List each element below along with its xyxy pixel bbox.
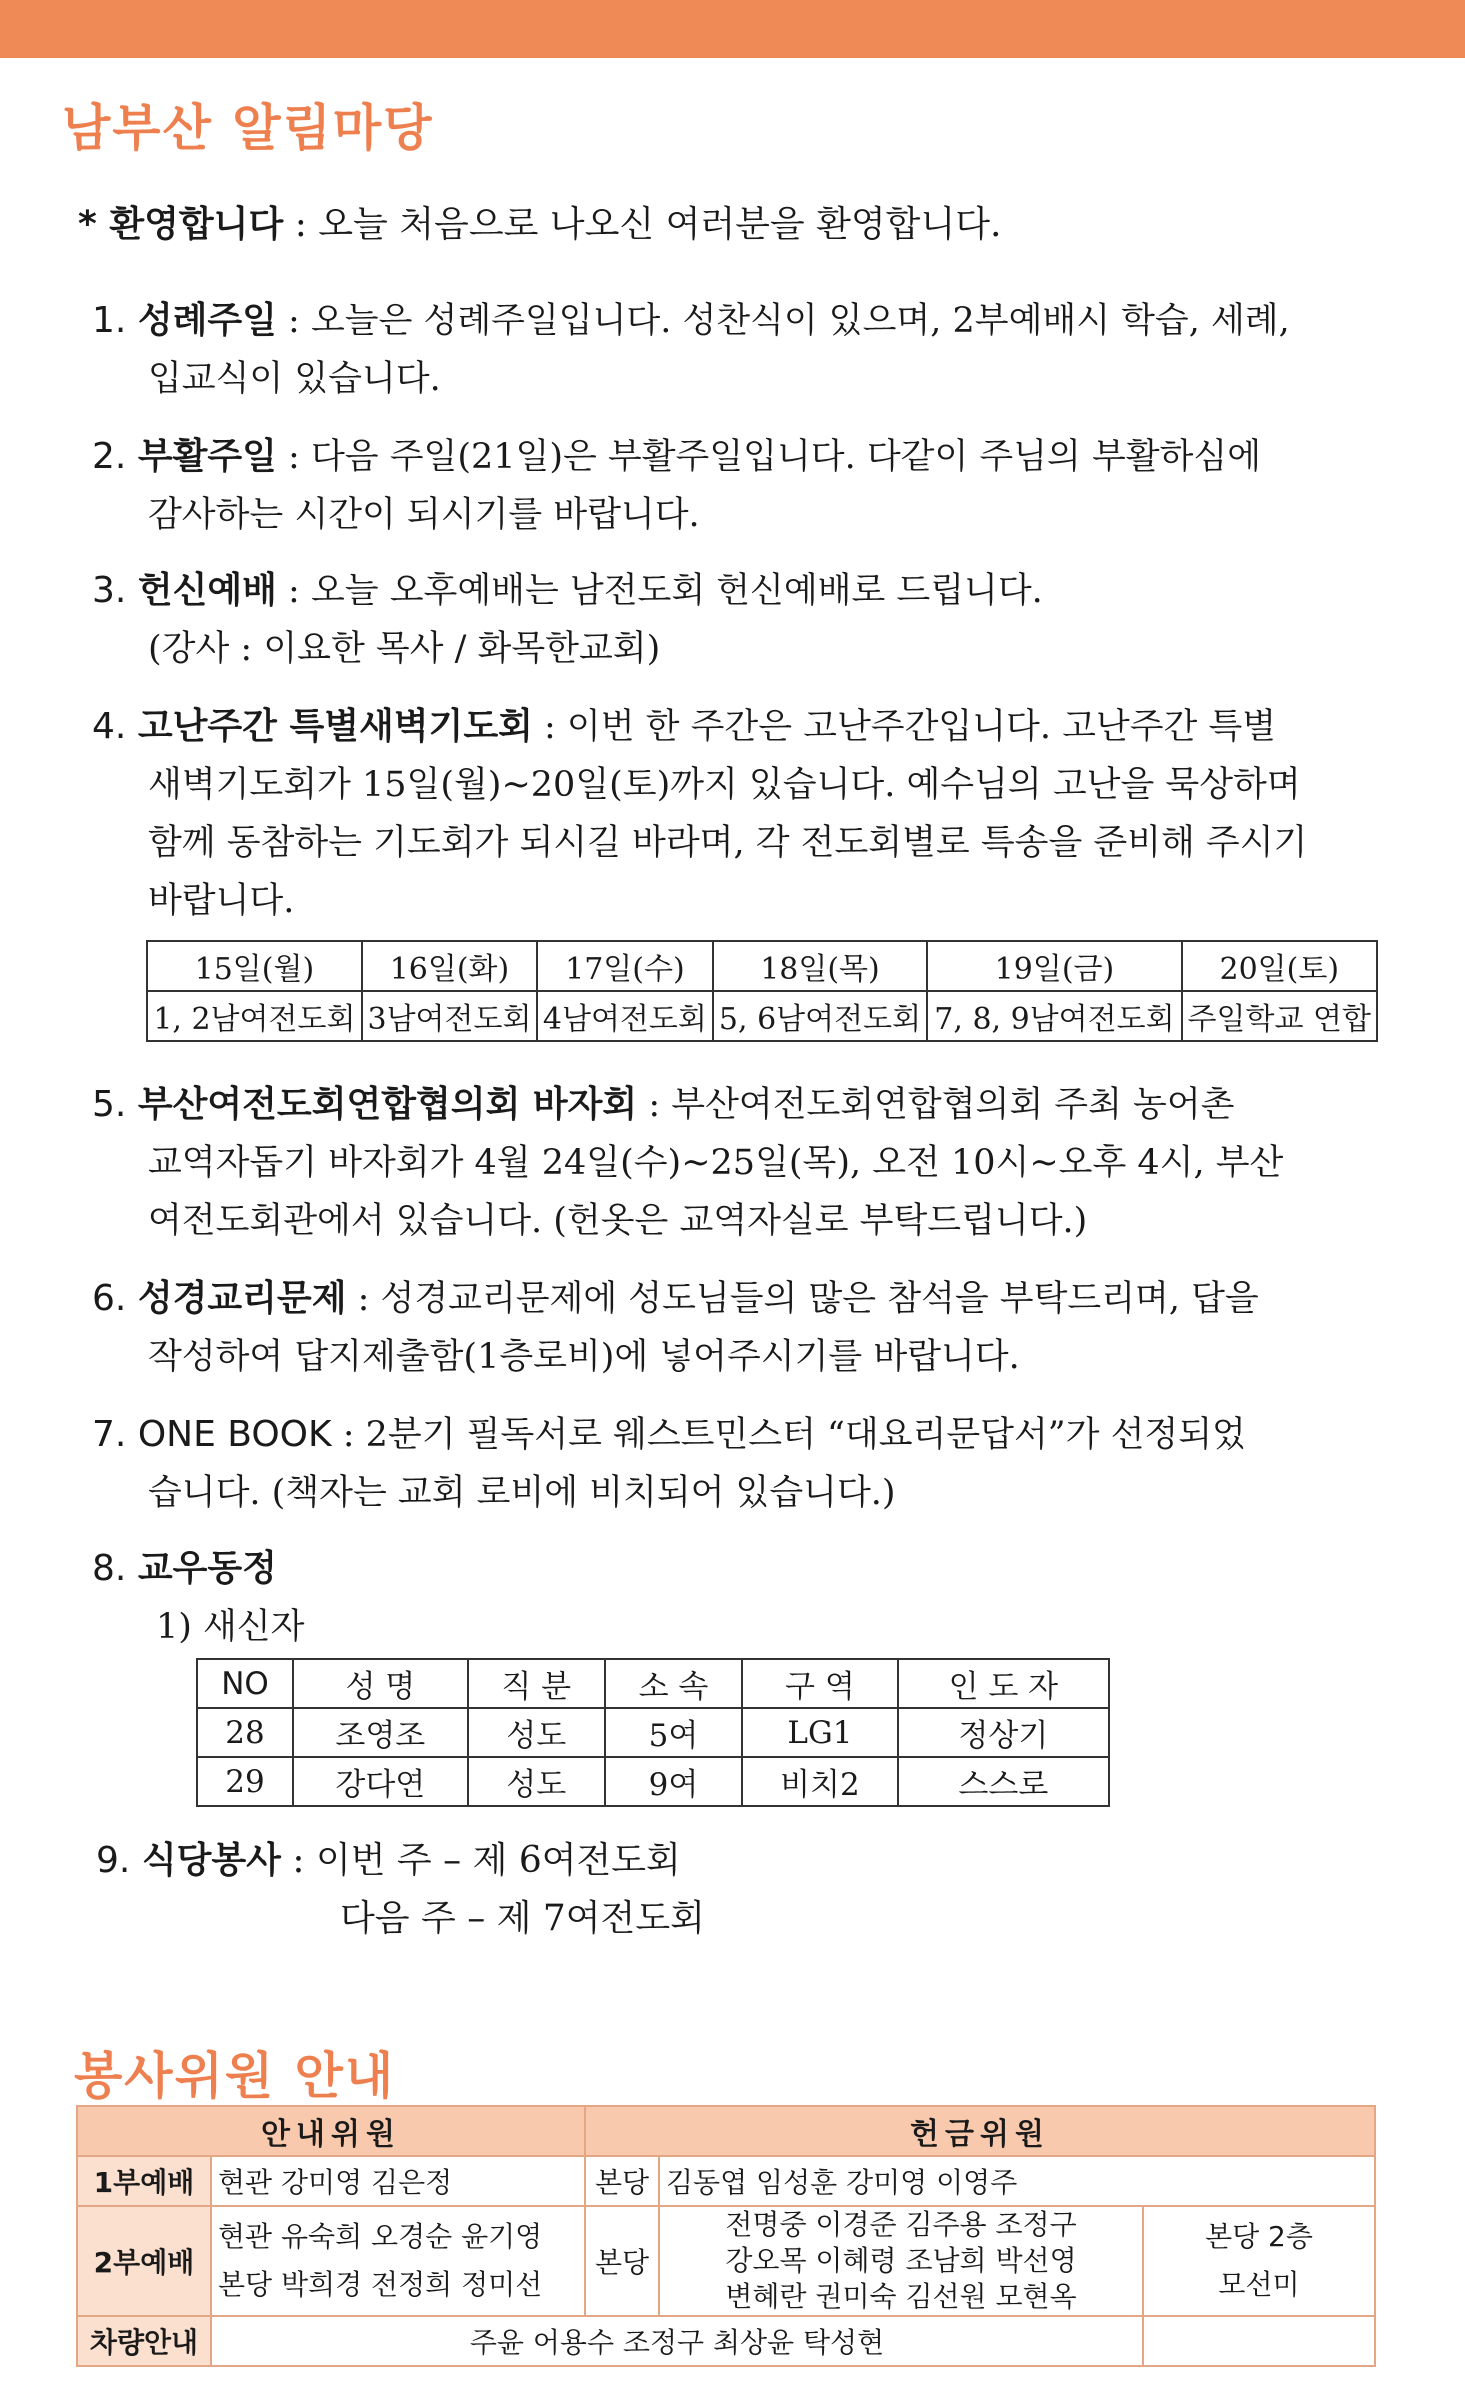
table-row (147, 941, 1377, 991)
table-cell: 20일(토) (1182, 941, 1377, 991)
item-head: 교우동정 (137, 1548, 277, 1589)
notice-item-6 (92, 1270, 1382, 1386)
welcome-text: : 오늘 처음으로 나오신 여러분을 환영합니다. (283, 204, 1002, 245)
table-header: 직 분 (468, 1659, 605, 1708)
table-cell: 4남여전도회 (537, 991, 712, 1041)
item-number: 7. (92, 1414, 127, 1455)
offering-header: 헌금위원 (585, 2106, 1375, 2156)
table-row (147, 991, 1377, 1041)
item-number: 8. (92, 1548, 127, 1589)
first-service-label: 1부예배 (77, 2156, 211, 2206)
item-head: ONE BOOK (137, 1414, 332, 1455)
item-cont: 바랍니다. (148, 881, 295, 921)
table-cell: 5, 6남여전도회 (713, 991, 928, 1041)
notice-item-8 (92, 1540, 1382, 1656)
item-head: 부활주일 (137, 436, 277, 477)
newcomers-table (196, 1658, 1110, 1807)
second-service-ushers-1: 현관 유숙희 오경순 윤기영 (218, 2220, 543, 2253)
welcome-message (78, 196, 1001, 247)
item-head: 고난주간 특별새벽기도회 (137, 706, 533, 747)
item-cont: 작성하여 답지제출함(1층로비)에 넣어주시기를 바랍니다. (148, 1337, 1020, 1377)
item-number: 3. (92, 570, 127, 611)
table-row (77, 2316, 1375, 2366)
item-head: 식당봉사 (141, 1840, 281, 1881)
second-service-extra (1143, 2206, 1375, 2316)
table-row (197, 1757, 1109, 1806)
table-cell: 17일(수) (537, 941, 712, 991)
vehicle-label: 차량안내 (77, 2316, 211, 2366)
item-head: 부산여전도회연합협의회 바자회 (137, 1084, 638, 1125)
table-cell: 정상기 (898, 1708, 1109, 1757)
table-row (197, 1659, 1109, 1708)
second-service-offering-3: 변혜란 권미숙 김선원 모현옥 (725, 2280, 1077, 2313)
table-cell: 강다연 (293, 1757, 468, 1806)
table-row (77, 2156, 1375, 2206)
vehicle-names: 주윤 어용수 조정구 최상윤 탁성현 (211, 2316, 1143, 2366)
table-cell: 28 (197, 1708, 293, 1757)
item-body: : 2분기 필독서로 웨스트민스터 “대요리문답서”가 선정되었 (331, 1415, 1246, 1455)
item-body: : 오늘은 성례주일입니다. 성찬식이 있으며, 2부예배시 학습, 세례, (276, 301, 1290, 341)
item-cont: 입교식이 있습니다. (148, 359, 441, 399)
table-cell: 7, 8, 9남여전도회 (927, 991, 1181, 1041)
item-cont: 습니다. (책자는 교회 로비에 비치되어 있습니다.) (148, 1473, 896, 1513)
notice-item-9 (96, 1832, 705, 1948)
item-number: 2. (92, 436, 127, 477)
item-body: : 이번 한 주간은 고난주간입니다. 고난주간 특별 (532, 707, 1277, 747)
table-row (197, 1708, 1109, 1757)
second-service-ushers (211, 2206, 585, 2316)
welcome-head: * 환영합니다 (78, 204, 284, 245)
table-row (77, 2106, 1375, 2156)
notice-item-7 (92, 1406, 1382, 1522)
item-body: : 다음 주일(21일)은 부활주일입니다. 다같이 주님의 부활하심에 (276, 437, 1262, 477)
vehicle-empty-cell (1143, 2316, 1375, 2366)
table-header: 인 도 자 (898, 1659, 1109, 1708)
first-service-ushers: 현관 강미영 김은정 (211, 2156, 585, 2206)
second-service-extra-loc: 본당 2층 (1205, 2220, 1313, 2253)
table-cell: 29 (197, 1757, 293, 1806)
ushers-header: 안내위원 (77, 2106, 585, 2156)
second-service-extra-name: 모선미 (1218, 2268, 1300, 2301)
item-body: : 부산여전도회연합협의회 주최 농어촌 (637, 1085, 1235, 1125)
table-cell: 5여 (605, 1708, 742, 1757)
first-service-offering-loc: 본당 (585, 2156, 659, 2206)
item-body: : 오늘 오후예배는 남전도회 헌신예배로 드립니다. (276, 571, 1043, 611)
table-header: 성 명 (293, 1659, 468, 1708)
notice-item-4 (92, 698, 1382, 930)
kitchen-next-week: 다음 주 – 제 7여전도회 (340, 1898, 705, 1939)
second-service-offering (659, 2206, 1143, 2316)
volunteer-section-title: 봉사위원 안내 (74, 2047, 396, 2105)
item-cont: 감사하는 시간이 되시기를 바랍니다. (148, 495, 700, 535)
table-cell: 스스로 (898, 1757, 1109, 1806)
second-service-offering-1: 전명중 이경준 김주용 조정구 (725, 2208, 1077, 2241)
table-cell: 비치2 (742, 1757, 898, 1806)
table-cell: 1, 2남여전도회 (147, 991, 362, 1041)
item-number: 9. (96, 1840, 131, 1881)
table-cell: 조영조 (293, 1708, 468, 1757)
notice-item-3 (92, 562, 1382, 678)
notice-item-5 (92, 1076, 1382, 1250)
notice-item-1 (92, 292, 1382, 408)
table-cell: 18일(목) (713, 941, 928, 991)
table-cell: 15일(월) (147, 941, 362, 991)
table-cell: 19일(금) (927, 941, 1181, 991)
item-head: 헌신예배 (137, 570, 277, 611)
item-number: 5. (92, 1084, 127, 1125)
volunteer-table (76, 2105, 1376, 2367)
prayer-schedule-table (146, 940, 1378, 1042)
kitchen-this-week: : 이번 주 – 제 6여전도회 (280, 1840, 681, 1881)
table-cell: 성도 (468, 1708, 605, 1757)
item-cont: 함께 동참하는 기도회가 되시길 바라며, 각 전도회별로 특송을 준비해 주시기 (148, 823, 1308, 863)
second-service-label: 2부예배 (77, 2206, 211, 2316)
table-cell: 주일학교 연합 (1182, 991, 1377, 1041)
second-service-ushers-2: 본당 박희경 전정희 정미선 (218, 2268, 543, 2301)
table-cell: 3남여전도회 (362, 991, 537, 1041)
top-banner (0, 0, 1465, 58)
item-number: 6. (92, 1278, 127, 1319)
second-service-offering-2: 강오목 이혜령 조남희 박선영 (725, 2244, 1077, 2277)
item-cont: 여전도회관에서 있습니다. (헌옷은 교역자실로 부탁드립니다.) (148, 1201, 1088, 1241)
notice-item-2 (92, 428, 1382, 544)
table-cell: 성도 (468, 1757, 605, 1806)
first-service-offering: 김동엽 임성훈 강미영 이영주 (659, 2156, 1375, 2206)
table-cell: LG1 (742, 1708, 898, 1757)
table-row (77, 2206, 1375, 2316)
item-body: : 성경교리문제에 성도님들의 많은 참석을 부탁드리며, 답을 (346, 1279, 1259, 1319)
item-cont: (강사 : 이요한 목사 / 화목한교회) (148, 629, 661, 669)
table-header: NO (197, 1659, 293, 1708)
item-head: 성경교리문제 (137, 1278, 347, 1319)
table-cell: 9여 (605, 1757, 742, 1806)
table-header: 구 역 (742, 1659, 898, 1708)
item-cont: 새벽기도회가 15일(월)~20일(토)까지 있습니다. 예수님의 고난을 묵상하며 (148, 765, 1301, 805)
item-number: 4. (92, 706, 127, 747)
item-cont: 교역자돕기 바자회가 4월 24일(수)~25일(목), 오전 10시~오후 4시, 부산 (148, 1143, 1284, 1183)
item-cont: 1) 새신자 (156, 1607, 305, 1647)
notice-section-title: 남부산 알림마당 (62, 99, 434, 157)
item-number: 1. (92, 300, 127, 341)
table-cell: 16일(화) (362, 941, 537, 991)
table-header: 소 속 (605, 1659, 742, 1708)
second-service-offering-loc: 본당 (585, 2206, 659, 2316)
item-head: 성례주일 (137, 300, 277, 341)
